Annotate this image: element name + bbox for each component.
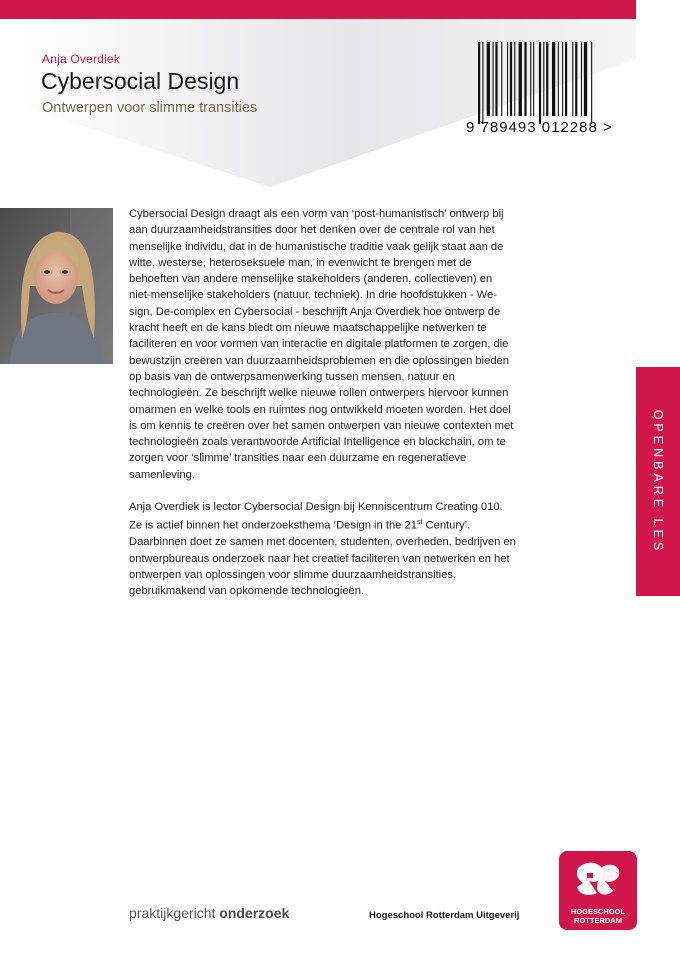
barcode-bar	[575, 42, 577, 116]
bio-text-end: Century’. Daarbinnen doet ze samen met docenten, studenten, overheden, bedrijven en ontwerpbureaus onderzoek naar het creatief faciliteren van netwerken en het ontwerpen van oplossingen voor slimme duurzaamheidstransities, gebruikmakend van opkomende technologieën.	[129, 520, 516, 598]
tagline-prefix: praktijkgericht	[129, 905, 220, 921]
series-label: OPENBARE LES	[651, 409, 665, 554]
body-text	[129, 206, 517, 616]
author-name: Anja Overdiek	[42, 52, 120, 66]
top-accent-bar	[0, 0, 636, 19]
barcode-bar	[507, 42, 508, 116]
barcode-bar	[510, 42, 512, 116]
author-photo	[0, 208, 113, 364]
barcode-bar	[533, 42, 534, 116]
logo-line-1: HOGESCHOOL	[570, 907, 626, 916]
paragraph-author-bio	[129, 499, 517, 600]
barcode-bar	[562, 42, 563, 116]
barcode-bar	[558, 42, 559, 116]
isbn-number: 9 789493 012288 >	[466, 119, 613, 136]
barcode-bar	[487, 42, 490, 116]
bio-text-start: Anja Overdiek is lector Cybersocial Design bij Kenniscentrum Creating 010. Ze is actief binnen het onderzoeksthema ‘Design in the 21	[129, 501, 503, 533]
barcode-bar	[581, 42, 582, 116]
logo-line-2: ROTTERDAM	[574, 916, 622, 925]
paragraph-description: Cybersocial Design draagt als een vorm van ‘post-humanistisch’ ontwerp bij aan duurzaamheidstransities door het denken over de centrale rol van het menselijke individu, dat in de humanistische traditie vaak gelijk staat aan de witte, westerse, heteroseksuele man, in evenwicht te brengen met de behoeften van andere menselijke stakeholders (anderen, collectieven) en niet-menselijke stakeholders (natuur, techniek). In drie hoofdstukken - We-sign, De-complex en Cybersocial - beschrijft Anja Overdiek hoe ontwerp de kracht heeft en de kans biedt om nieuwe maatschappelijke netwerken te faciliteren en voor vormen van interactie en digitale platformen te zorgen, die bewustzijn creëren van duurzaamheidsproblemen en die oplossingen bieden op basis van de ontwerpsamenwerking tussen mensen, natuur en technologieën. Ze beschrijft welke nieuwe rollen ontwerpers hiervoor kunnen omarmen en welke tools en ruimtes nog ontwikkeld moeten worden. Het doel is om kennis te creëren over het samen ontwerpen van nieuwe contexten met technologieën zoals verantwoorde Artificial Intelligence en blockchain, om te zorgen voor ‘slimme’ transities naar een duurzame en regeneratieve samenleving.	[129, 208, 514, 481]
footer-tagline	[129, 905, 289, 921]
barcode-bar	[546, 42, 548, 116]
barcode-bar	[514, 42, 515, 116]
publisher-name: Hogeschool Rotterdam Uitgeverij	[369, 910, 520, 921]
barcode-bar	[539, 42, 541, 124]
barcode-bar	[501, 42, 502, 116]
barcode-bar	[584, 42, 587, 116]
bio-superscript: st	[416, 519, 423, 527]
barcode-bar	[530, 42, 531, 116]
barcode-bar	[543, 42, 544, 116]
tagline-bold: onderzoek	[219, 905, 290, 921]
barcode-bar	[552, 42, 555, 116]
hogeschool-rotterdam-logo	[559, 851, 637, 930]
barcode-bar	[478, 42, 480, 124]
series-tab	[636, 367, 680, 596]
barcode-bar	[495, 42, 497, 116]
barcode-bar	[493, 42, 494, 116]
book-title: Cybersocial Design	[41, 68, 240, 94]
barcode-bar	[572, 42, 573, 116]
barcode-bar	[565, 42, 567, 116]
barcode-bar	[519, 42, 522, 116]
book-subtitle: Ontwerpen voor slimme transities	[42, 100, 258, 116]
barcode-bar	[524, 42, 526, 116]
barcode-bar	[482, 42, 483, 124]
logo-mark-icon	[559, 855, 637, 905]
barcode-bar	[591, 42, 592, 124]
